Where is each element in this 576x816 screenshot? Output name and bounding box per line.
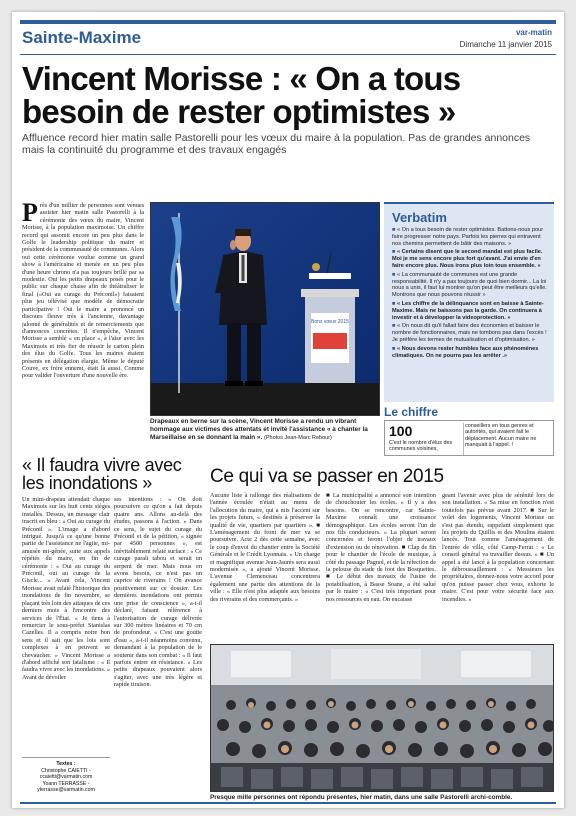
inondations-col1: Un mini-drapeau attendait chaque Maximois sur les huit cents sièges installés. Dessus, un message clair inscrit en bleu : « Oui au curage du Préconil ». L'image a d'abord intrigué. Jusqu'à ce qu'une bonne partie de l'assistance ne l'agite, mi-amusée mi-gênée, suite aux appels répétés du maire, en fin de cérémonie : « Oui au curage du Préconil, oui au curage de la Giscle... » Avant cela, Vincent Morisse avait relaté l'historique des inondations de fin novembre, se plaçant très loin des attaques de ces derniers mois à l'encontre des services de l'État. « Je tiens à remercier le sous-préfet Stanislas Cazelles. Il a compris notre bon sens et il sait que les lois sont complexes à en peuvent se chevaucher. » Vincent Morisse a d'abord affiché son fatalisme : « Il faudra vivre avec les inondations. » Avant de dévoiler (22, 496, 110, 681)
verbatim-title: Verbatim (392, 210, 447, 225)
verbatim-quote: ■ « Les chiffre de la délinquance sont en baisse à Sainte-Maxime. Mais ne baissons pas la garde. On continuera à investir et à développer la videoprotection. » (392, 300, 544, 321)
verbatim-box (384, 202, 554, 402)
verbatim-quote: ■ « Certains disent que le second mandat est plus facile. Moi je me sens encore plus fort qu'avant. J'ai envie d'en faire encore plus. Nous irons plus loin tous ensemble. » (392, 249, 543, 269)
photo-caption-top (150, 418, 380, 442)
headline: Vincent Morisse : « On a tous besoin de rester optimistes » (22, 60, 461, 130)
dropcap: P (22, 202, 38, 227)
chiffre-text: conseillers en tous genres et autorités, qui avaient fait le déplacement. Aucun maire ne manquait à l'appel. ! (465, 423, 537, 449)
header-rule (20, 20, 556, 24)
passer-col2: ■ La municipalité a annoncé son intention de chouchouter les écoles. « Il y a des besoins. On se rencontre, car Sainte-Maxime connaît une croissance démographique. Les écoles seront l'un de nos fils conducteurs. » La plupart seront concernées et feront l'objet de travaux d'extension ou de rénovation. ■ Clap de fin pour le chantier de l'école de musique, à côté du passage Pagnol, et de la réfection de la pelouse du stade de foot des Bosquettes. ■ Le début des travaux de l'usine de potabilisation, à Basse Soane, a été salué par le maire : « C'est très important pour nos ressources en eau. On encaisse (326, 492, 436, 603)
chiffre-title: Le chiffre (384, 405, 439, 419)
photo-credit: (Photos Jean-Marc Rebour) (264, 435, 332, 441)
signature-line1: Christophe CAIETTI - ccaietti@varmatin.com (39, 767, 93, 781)
header-rule-thin (20, 54, 556, 55)
chiffre-divider (463, 423, 464, 455)
verbatim-quote: ■ « Nous devons rester humbles face aux phénomènes climatiques. On ne pourra pas les arrêter .» (392, 345, 539, 359)
verbatim-quote: ■ « On a tous besoin de rester optimistes. Battons-nous pour faire progresser notre pays. Parfois les pierres qui entravent nos chemins permettent de bâtir des maisons. » (392, 227, 544, 247)
standfirst: Affluence record hier matin salle Pastorelli pour les vœux du maire à la population. Pas de grandes annonces mais la continuité du programme et des travaux engagés (22, 132, 531, 156)
photo-speaker (150, 202, 380, 416)
passer-col3: geant l'avenir avec plus de sérénité lors de son installation. « Sa mise en fonction n'est toutefois pas prévue avant 2017. ■ Sur le volet des logements, Vincent Morisse ne s'est pas étendu, rappelant simplement que les projets du Quillis et des Moulins étaient lancés. Tout comme l'aménagement de l'entrée de ville, côté Camp-Ferrat : « Le conseil général va travailler dessus. » ■ Un appel a été lancé à la population concernant le débroussaillement : « Messieurs les propriétaires, donnez-nous votre accord pour qu'on puisse passer chez vous, exhorte le maire. C'est pour votre sécurité face aux incendies. » (442, 492, 554, 603)
chiffre-box (384, 420, 554, 456)
signature-block (22, 757, 110, 794)
photo-crowd (210, 644, 554, 792)
photo-caption-bottom: Presque mille personnes ont répondu présentes, hier matin, dans une salle Pastorelli archi-comble. (210, 794, 513, 801)
footer-rule (20, 802, 556, 804)
lectern-sign: Bons vœux 2015 (311, 319, 349, 325)
inondations-col2: ses intentions : « On doit poursuivre ce qu'on a fait depuis quatre ans. Allons au-delà des études, passons à l'action. » Dans ce sens, le sujet du curage du Préconil et de la pétition, « signée par 4500 personnes », est inévitablement relaté surface : « Ce curage paraît tabou et serait un serpent de mer. Mais nous en avons besoin, ce n'est pas un caprice de riverains ! On avance positivement sur ce dossier. Les dernières inondations ont permis une prise de conscience », a-t-il déclaré, faisant référence à l'autorisation de curage délivrée sur 300 mètres linéaires et 70 cm de profondeur. « C'est une goutte d'eau », a-t-il néanmoins convenu, demandant à la population de le soutenir dans son combat : « Il faut parfois entrer en résistance. » Les petits drapeaux pouvaient alors s'agiter, avec une très légère et rapide tiraison. (114, 496, 202, 689)
caption-text: Drapeaux en berne sur la scène, Vincent Morisse a rendu un vibrant hommage aux victimes des attentats et invité l'assistance « à chanter la Marseillaise en se donnant la main ». (150, 418, 368, 441)
verbatim-quote: ■ « La communauté de communes est une grande responsabilité. Il n'y a pas toujours de quoi bien dormir... La loi nous a unis, il faut lui montrer qu'on peut être meilleurs qu'elle. Montrons que nous pouvons réussir » (392, 271, 547, 299)
newspaper-page (12, 12, 564, 808)
inondations-title: « Il faudra vivre avec les inondations » (22, 455, 182, 493)
passer-col1: Aucune liste à rallonge des réalisations de l'année écoulée n'était au menu de l'allocution du maire, qui a mis l'accent sur les projets futurs, « destinés à préserver la qualité de vie, quartiers par quartiers ». ■ L'aménagement du front de mer va se poursuivre. Acte 2 dès cette semaine, avec le coup d'envoi du chantier entre la Société Générale et le Crédit Lyonnais. « Un charge et magnifique avenue Jean-Jaurès sera aussi modernisée », a ajouté Vincent Morisse. L'avenue Clemenceau concentrera également une partie des attentions de la ville : « Elle n'est plus adaptée aux besoins des riverains et des commerçants. » (210, 492, 320, 603)
section-title: Sainte-Maxime (22, 28, 142, 47)
crowd-illustration (211, 645, 554, 792)
verbatim-quote: ■ « On nous dit qu'il fallait faire des économies et baisser le nombre de fonctionnaires, mais ne tombons pas dans l'excès ! Je préfère les termes de mutualisation et d'optimisation. » (392, 323, 547, 343)
main-article-body: rès d'un millier de personnes sont venues assister hier matin salle Pastorelli à la cérémonie des vœux du maire, Vincent Morisse, à la population maximoise. Un chiffre record qui assomit encore un peu plus dans le Golfe le leadership politique du maire et président de la communauté de communes. Alors oui cette cérémonie voulue comme un grand show à l'américaine et menée en un peu plus d'une heure chrono n'a pas toujours brillé par sa modestie. Oui les petits drapeaux posés pour le public sur chaque chaise afin de théâtraliser le final («Oui au curage du Préconil») faisaient plus jeu télévisé que modèle de démocratie participative ! Oui le maire a prononcé un discours fleuve très à l'ancienne, davantage jalonné de généralités et de remerciements que d'annonces concrètes. Il n'empêche, Vincent Morisse a semblé « en place », à l'aise avec les Maximois et très fier de réussir le carton plein des élus du Golfe. Tous les maires étaient présents en délégation élargie. Même le député Couve, ex frère ennemi, était là aussi. Comme pour valider l'ouverture d'une nouvelle ère. (22, 202, 144, 380)
dateline: Dimanche 11 janvier 2015 (459, 40, 552, 49)
signature-line2: Yoann TERRASSE - yterrasse@varmatin.com (37, 780, 95, 794)
passer-title: Ce qui va se passer en 2015 (210, 466, 444, 487)
speaker-illustration (151, 203, 380, 416)
chiffre-label: C'est le nombre d'élus des communes voisines, (389, 440, 453, 453)
masthead: var-matin (515, 28, 552, 37)
signature-heading: Textes : (56, 761, 76, 767)
main-article-text (22, 202, 144, 438)
chiffre-number: 100 (389, 423, 413, 439)
